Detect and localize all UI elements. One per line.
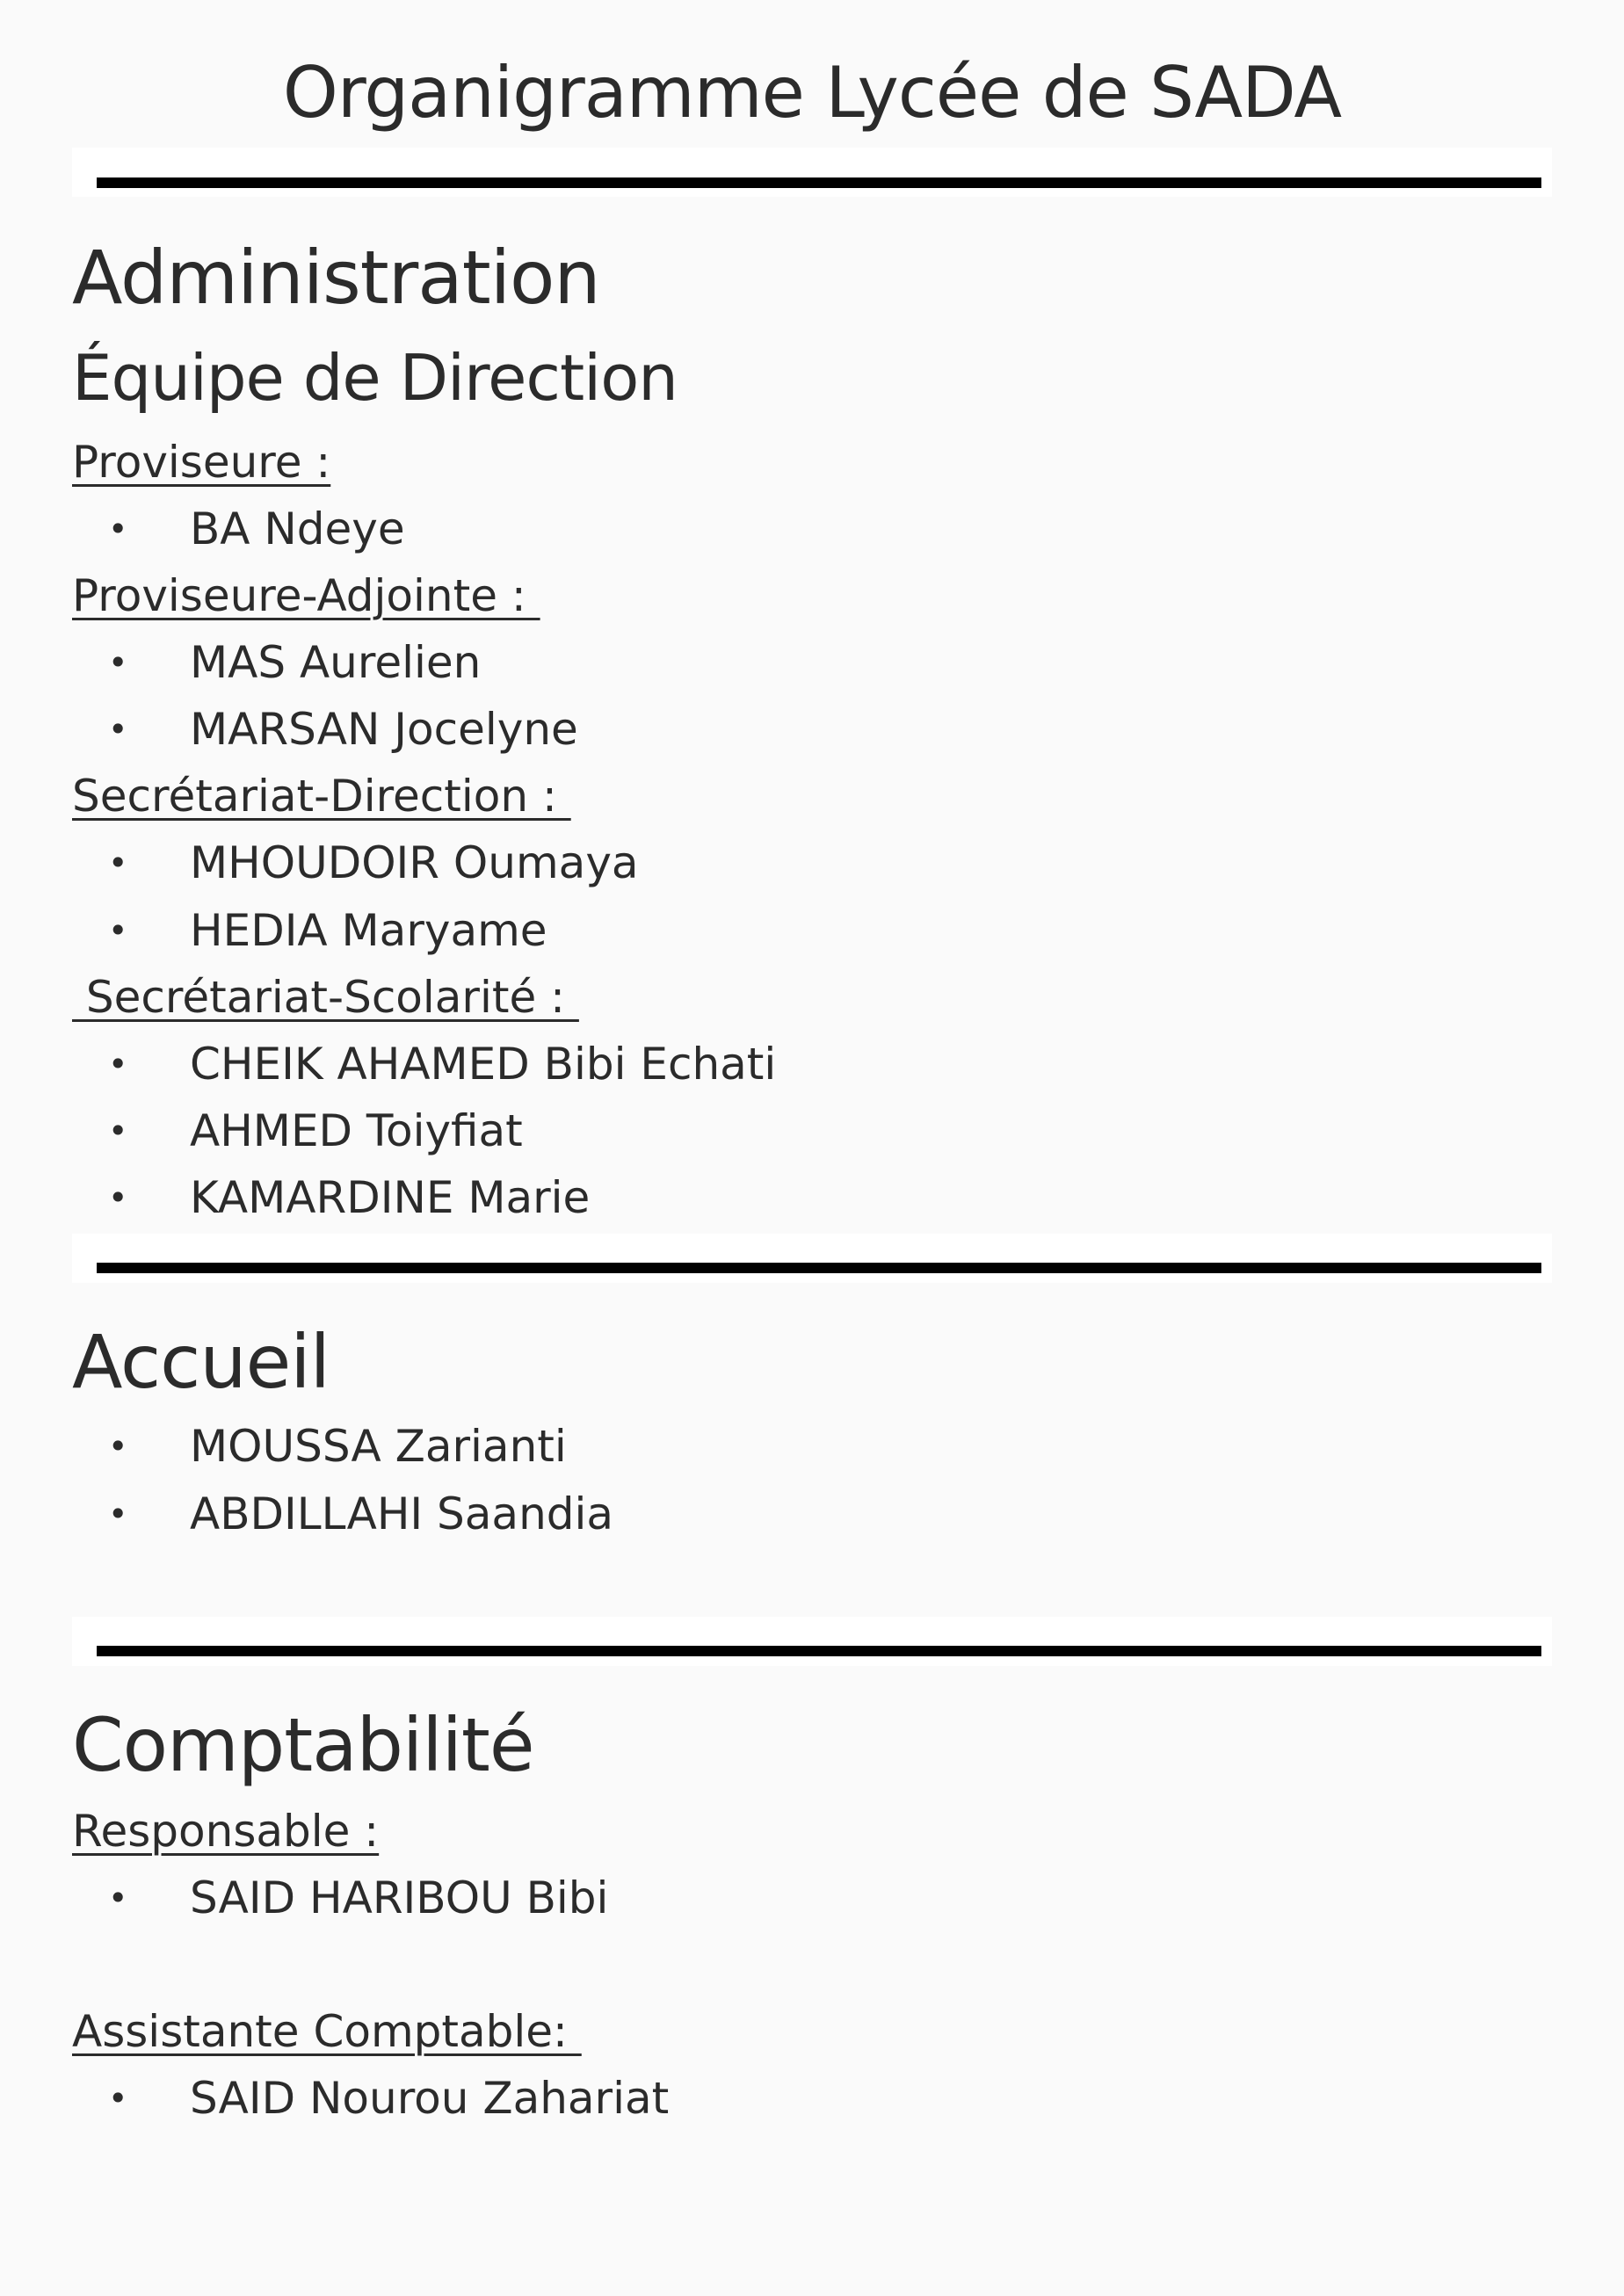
section-heading-comptabilite: Comptabilité bbox=[72, 1702, 534, 1788]
member-name: MAS Aurelien bbox=[190, 637, 482, 688]
member-name: SAID HARIBOU Bibi bbox=[190, 1872, 609, 1923]
separator-rule bbox=[97, 1263, 1541, 1273]
member-name: MHOUDOIR Oumaya bbox=[190, 837, 639, 888]
member-name: KAMARDINE Marie bbox=[190, 1172, 591, 1223]
bullet-icon: • bbox=[108, 1879, 128, 1917]
separator-background bbox=[72, 1234, 1552, 1283]
separator-background bbox=[72, 148, 1552, 197]
bullet-icon: • bbox=[108, 1495, 128, 1533]
member-name: MARSAN Jocelyne bbox=[190, 704, 578, 755]
separator-rule bbox=[97, 1646, 1541, 1656]
separator-rule bbox=[97, 177, 1541, 188]
member-name: BA Ndeye bbox=[190, 503, 405, 554]
bullet-icon: • bbox=[108, 1427, 128, 1466]
bullet-icon: • bbox=[108, 1178, 128, 1217]
subsection-heading-equipe-direction: Équipe de Direction bbox=[72, 341, 678, 415]
member-name: HEDIA Maryame bbox=[190, 905, 547, 956]
role-label-responsable: Responsable : bbox=[72, 1806, 380, 1857]
section-heading-accueil: Accueil bbox=[72, 1319, 330, 1405]
bullet-icon: • bbox=[108, 1045, 128, 1083]
member-name: AHMED Toiyfiat bbox=[190, 1105, 523, 1156]
role-label-assistante-comptable: Assistante Comptable: bbox=[72, 2006, 582, 2057]
bullet-icon: • bbox=[108, 1112, 128, 1150]
bullet-icon: • bbox=[108, 710, 128, 749]
role-label-proviseure: Proviseure : bbox=[72, 437, 331, 488]
bullet-icon: • bbox=[108, 2079, 128, 2118]
section-heading-administration: Administration bbox=[72, 235, 600, 321]
bullet-icon: • bbox=[108, 911, 128, 950]
member-name: CHEIK AHAMED Bibi Echati bbox=[190, 1039, 777, 1090]
member-name: ABDILLAHI Saandia bbox=[190, 1488, 614, 1539]
role-label-secretariat-direction: Secrétariat-Direction : bbox=[72, 771, 571, 822]
member-name: SAID Nourou Zahariat bbox=[190, 2073, 670, 2124]
member-name: MOUSSA Zarianti bbox=[190, 1421, 567, 1472]
bullet-icon: • bbox=[108, 844, 128, 882]
bullet-icon: • bbox=[108, 643, 128, 682]
role-label-proviseure-adjointe: Proviseure-Adjointe : bbox=[72, 570, 540, 621]
bullet-icon: • bbox=[108, 510, 128, 548]
separator-background bbox=[72, 1617, 1552, 1666]
role-label-secretariat-scolarite: Secrétariat-Scolarité : bbox=[72, 972, 579, 1023]
page-title: Organigramme Lycée de SADA bbox=[282, 52, 1342, 134]
